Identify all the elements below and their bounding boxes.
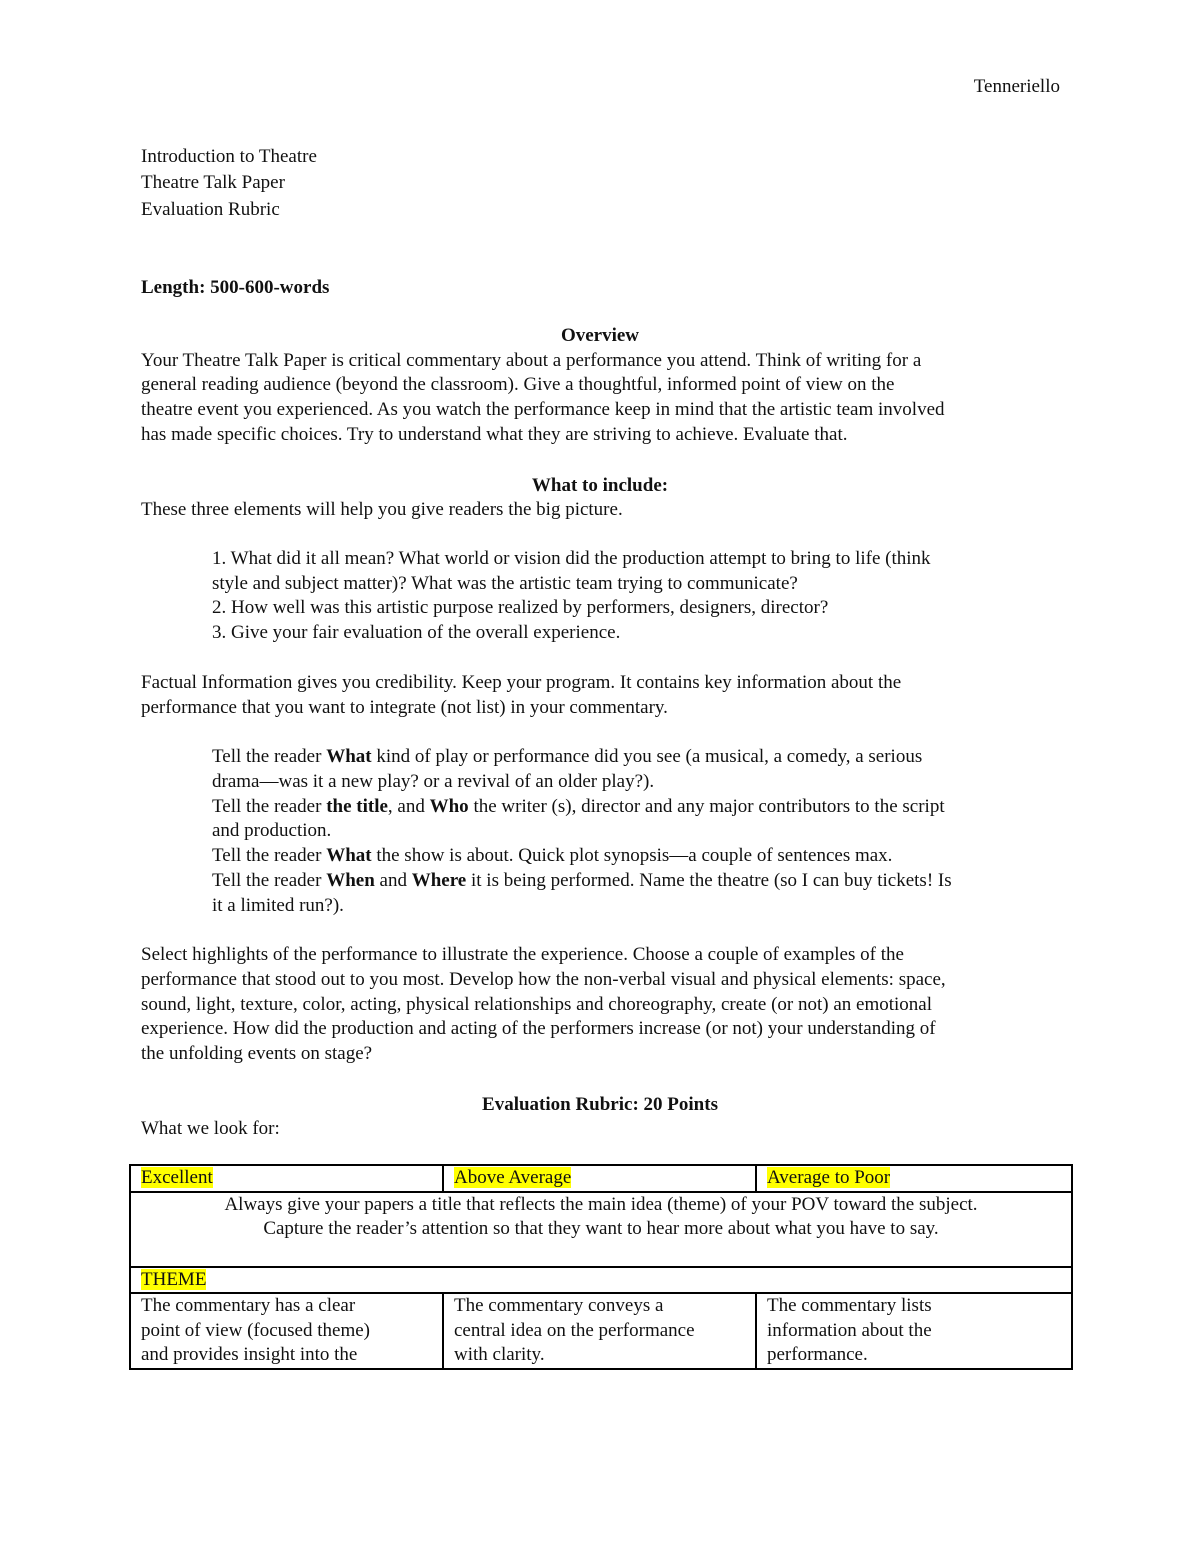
include-item: 2. How well was this artistic purpose realized by performers, designers, director? xyxy=(212,597,829,618)
tell-line-when-where: Tell the reader When and Where it is being performed. Name the theatre (so I can buy tickets! Is xyxy=(212,870,952,891)
rubric-table xyxy=(129,1164,1073,1370)
rubric-theme-row xyxy=(130,1293,1072,1369)
theme-average-to-poor-cell: The commentary lists information about the performance. xyxy=(756,1293,1072,1369)
highlights-line: performance that stood out to you most. Develop how the non-verbal visual and physical elements: space, xyxy=(141,969,946,990)
include-item: style and subject matter)? What was the artistic team trying to communicate? xyxy=(212,573,798,594)
factual-line: performance that you want to integrate (not list) in your commentary. xyxy=(141,697,668,718)
column-header-above-average: Above Average xyxy=(443,1165,756,1192)
tell-line-what: Tell the reader What kind of play or performance did you see (a musical, a comedy, a serious xyxy=(212,746,923,767)
document-subtitle: Evaluation Rubric xyxy=(141,199,280,220)
overview-heading: Overview xyxy=(560,325,640,346)
section-theme: THEME xyxy=(130,1267,1072,1294)
rubric-header-row xyxy=(130,1165,1072,1192)
theme-excellent-cell: The commentary has a clear point of view (focused theme) and provides insight into the xyxy=(130,1293,443,1369)
highlights-line: Select highlights of the performance to illustrate the experience. Choose a couple of examples of the xyxy=(141,944,904,965)
highlights-line: experience. How did the production and acting of the performers increase (or not) your understanding of xyxy=(141,1018,936,1039)
include-intro: These three elements will help you give readers the big picture. xyxy=(141,499,623,520)
assignment-title: Theatre Talk Paper xyxy=(141,172,285,193)
tell-line: and production. xyxy=(212,820,332,841)
include-item: 1. What did it all mean? What world or vision did the production attempt to bring to life (think xyxy=(212,548,931,569)
column-header-average-to-poor: Average to Poor xyxy=(756,1165,1072,1192)
highlights-line: sound, light, texture, color, acting, physical relationships and choreography, create (or not) an emotional xyxy=(141,994,933,1015)
include-item: 3. Give your fair evaluation of the overall experience. xyxy=(212,622,621,643)
overview-line: Your Theatre Talk Paper is critical commentary about a performance you attend. Think of writing for a xyxy=(141,350,922,371)
tell-line: it a limited run?). xyxy=(212,895,344,916)
rubric-title-note-row xyxy=(130,1192,1072,1267)
factual-line: Factual Information gives you credibility. Keep your program. It contains key information about the xyxy=(141,672,902,693)
title-note: Always give your papers a title that reflects the main idea (theme) of your POV toward the subject. Capture the reader’s attention so that they want to hear more about what you have to say. xyxy=(130,1192,1072,1267)
rubric-section-row xyxy=(130,1267,1072,1294)
course-title: Introduction to Theatre xyxy=(141,146,317,167)
tell-line: drama—was it a new play? or a revival of an older play?). xyxy=(212,771,655,792)
column-header-excellent: Excellent xyxy=(130,1165,443,1192)
overview-line: theatre event you experienced. As you watch the performance keep in mind that the artistic team involved xyxy=(141,399,945,420)
overview-line: has made specific choices. Try to understand what they are striving to achieve. Evaluate that. xyxy=(141,424,848,445)
length-requirement: Length: 500-600-words xyxy=(141,277,330,298)
overview-line: general reading audience (beyond the classroom). Give a thoughtful, informed point of view on the xyxy=(141,374,895,395)
rubric-look-for: What we look for: xyxy=(141,1118,280,1139)
tell-line-synopsis: Tell the reader What the show is about. Quick plot synopsis—a couple of sentences max. xyxy=(212,845,893,866)
rubric-heading: Evaluation Rubric: 20 Points xyxy=(482,1094,718,1115)
highlights-line: the unfolding events on stage? xyxy=(141,1043,373,1064)
include-heading: What to include: xyxy=(531,475,669,496)
theme-above-average-cell: The commentary conveys a central idea on the performance with clarity. xyxy=(443,1293,756,1369)
tell-line-title: Tell the reader the title, and Who the writer (s), director and any major contributors to the script xyxy=(212,796,945,817)
header-author: Tenneriello xyxy=(973,76,1060,97)
